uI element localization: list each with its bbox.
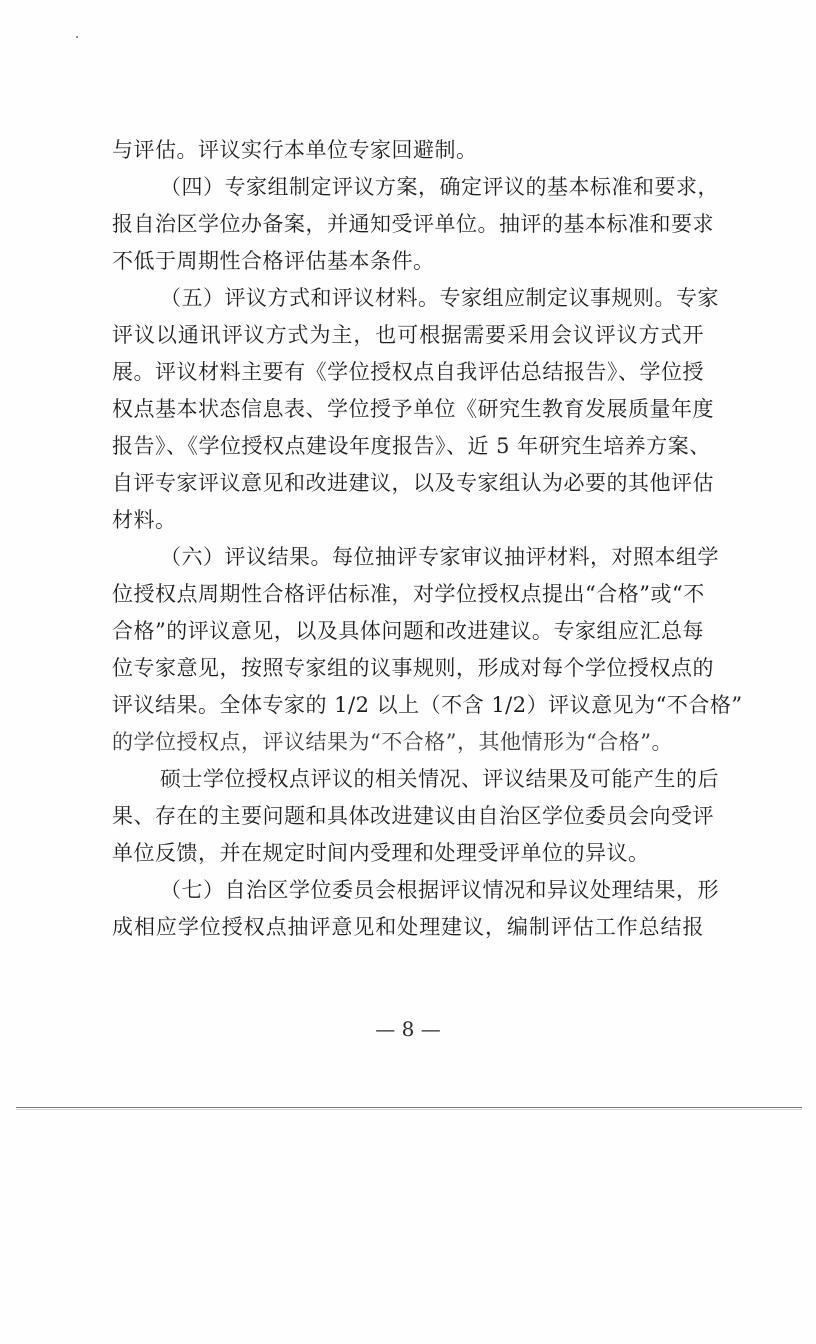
text-line: （六）评议结果。每位抽评专家审议抽评材料，对照本组学 xyxy=(160,545,719,569)
text-line: 展。评议材料主要有《学位授权点自我评估总结报告》、学位授 xyxy=(112,360,704,384)
text-line: 报自治区学位办备案，并通知受评单位。抽评的基本标准和要求 xyxy=(112,212,714,236)
text-line: （四）专家组制定评议方案，确定评议的基本标准和要求， xyxy=(160,175,719,199)
scan-speck xyxy=(76,36,78,38)
text-line: 权点基本状态信息表、学位授予单位《研究生教育发展质量年度 xyxy=(112,397,714,421)
text-line: 成相应学位授权点抽评意见和处理建议，编制评估工作总结报 xyxy=(112,915,704,939)
page-number: — 8 — xyxy=(375,1017,441,1041)
text-line: 位专家意见，按照专家组的议事规则，形成对每个学位授权点的 xyxy=(112,656,714,680)
text-line: 位授权点周期性合格评估标准，对学位授权点提出“合格”或“不 xyxy=(112,582,705,606)
text-line: 合格”的评议意见，以及具体问题和改进建议。专家组应汇总每 xyxy=(112,619,704,643)
text-line: 单位反馈，并在规定时间内受理和处理受评单位的异议。 xyxy=(112,841,650,865)
document-body xyxy=(112,132,743,946)
text-line: 评议以通讯评议方式为主，也可根据需要采用会议评议方式开 xyxy=(112,323,704,347)
text-line: 硕士学位授权点评议的相关情况、评议结果及可能产生的后 xyxy=(160,767,719,791)
text-line: 评议结果。全体专家的 1/2 以上（不含 1/2）评议意见为“不合格” xyxy=(112,693,743,717)
text-line: （七）自治区学位委员会根据评议情况和异议处理结果，形 xyxy=(160,878,719,902)
text-line: 材料。 xyxy=(112,508,177,532)
text-line: 不低于周期性合格评估基本条件。 xyxy=(112,249,435,273)
text-line: 与评估。评议实行本单位专家回避制。 xyxy=(112,138,478,162)
text-line: 报告》、《学位授权点建设年度报告》、近 5 年研究生培养方案、 xyxy=(112,434,711,458)
text-line: 自评专家评议意见和改进建议，以及专家组认为必要的其他评估 xyxy=(112,471,714,495)
scan-edge-shadow xyxy=(16,1109,802,1110)
text-line: 的学位授权点，评议结果为“不合格”，其他情形为“合格”。 xyxy=(112,730,673,754)
scan-edge-line xyxy=(16,1107,802,1108)
text-line: （五）评议方式和评议材料。专家组应制定议事规则。专家 xyxy=(160,286,719,310)
text-line: 果、存在的主要问题和具体改进建议由自治区学位委员会向受评 xyxy=(112,804,714,828)
